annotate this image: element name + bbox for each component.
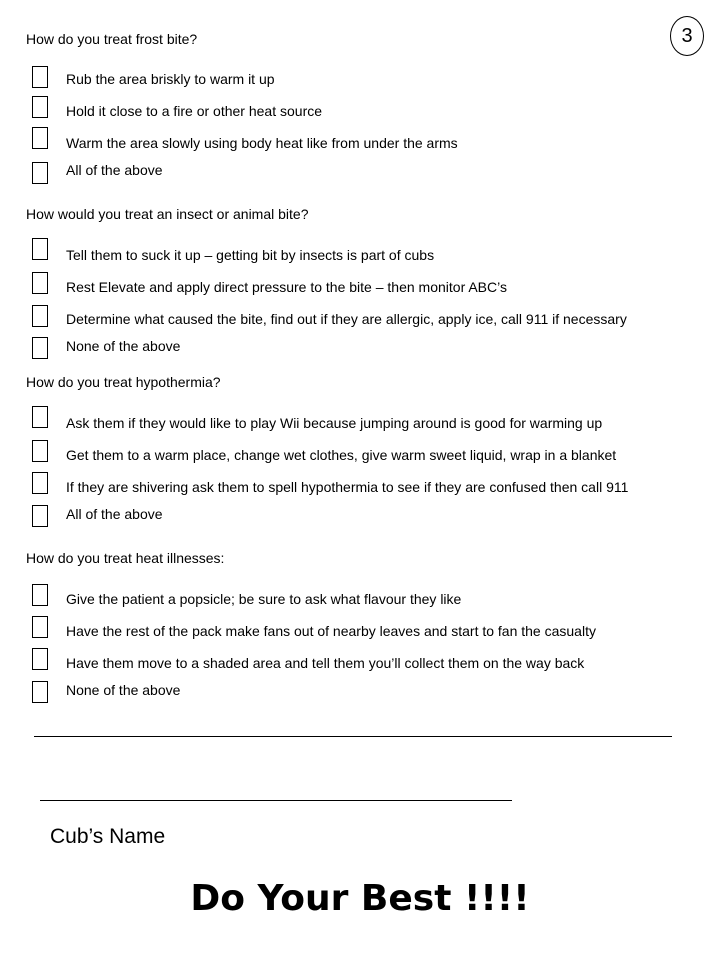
question-3-option-4-label: All of the above [66,506,163,522]
question-3-text: How do you treat hypothermia? [26,374,221,390]
question-1-option-3-checkbox[interactable] [32,127,48,149]
question-4-text: How do you treat heat illnesses: [26,550,225,566]
question-2-text: How would you treat an insect or animal bite? [26,206,309,222]
question-1-option-4-label: All of the above [66,162,163,178]
question-1-option-2-checkbox[interactable] [32,96,48,118]
question-1-option-4-checkbox[interactable] [32,162,48,184]
question-2-option-4-label: None of the above [66,338,181,354]
question-3-option-3-label: If they are shivering ask them to spell hypothermia to see if they are confused then call 911 [66,479,629,495]
question-1-option-1-label: Rub the area briskly to warm it up [66,71,275,87]
question-4-option-2-label: Have the rest of the pack make fans out of nearby leaves and start to fan the casualty [66,623,596,639]
question-3-option-4-checkbox[interactable] [32,505,48,527]
question-2-option-2-checkbox[interactable] [32,272,48,294]
question-3-option-2-label: Get them to a warm place, change wet clothes, give warm sweet liquid, wrap in a blanket [66,447,617,463]
question-1-text: How do you treat frost bite? [26,31,198,47]
question-2-option-3-checkbox[interactable] [32,305,48,327]
question-3-option-3-checkbox[interactable] [32,472,48,494]
question-2-option-4-checkbox[interactable] [32,337,48,359]
question-1-option-3-label: Warm the area slowly using body heat like from under the arms [66,135,458,151]
question-2-option-1-checkbox[interactable] [32,238,48,260]
page-number-badge: 3 [670,16,704,56]
question-4-option-4-label: None of the above [66,682,181,698]
name-signature-line [40,800,512,801]
question-4-option-1-checkbox[interactable] [32,584,48,606]
question-4-option-3-checkbox[interactable] [32,648,48,670]
question-3-option-1-checkbox[interactable] [32,406,48,428]
question-4-option-4-checkbox[interactable] [32,681,48,703]
question-4-option-1-label: Give the patient a popsicle; be sure to ask what flavour they like [66,591,462,607]
question-3-option-1-label: Ask them if they would like to play Wii because jumping around is good for warming up [66,415,603,431]
question-1-option-1-checkbox[interactable] [32,66,48,88]
question-4-option-2-checkbox[interactable] [32,616,48,638]
question-3-option-2-checkbox[interactable] [32,440,48,462]
do-your-best-heading: Do Your Best !!!! [190,878,530,919]
cubs-name-label: Cub’s Name [50,825,166,848]
section-divider-line [34,736,672,737]
question-2-option-2-label: Rest Elevate and apply direct pressure to the bite – then monitor ABC’s [66,279,507,295]
question-4-option-3-label: Have them move to a shaded area and tell them you’ll collect them on the way back [66,655,585,671]
question-1-option-2-label: Hold it close to a fire or other heat source [66,103,323,119]
question-2-option-1-label: Tell them to suck it up – getting bit by insects is part of cubs [66,247,435,263]
question-2-option-3-label: Determine what caused the bite, find out if they are allergic, apply ice, call 911 if necessary [66,311,627,327]
